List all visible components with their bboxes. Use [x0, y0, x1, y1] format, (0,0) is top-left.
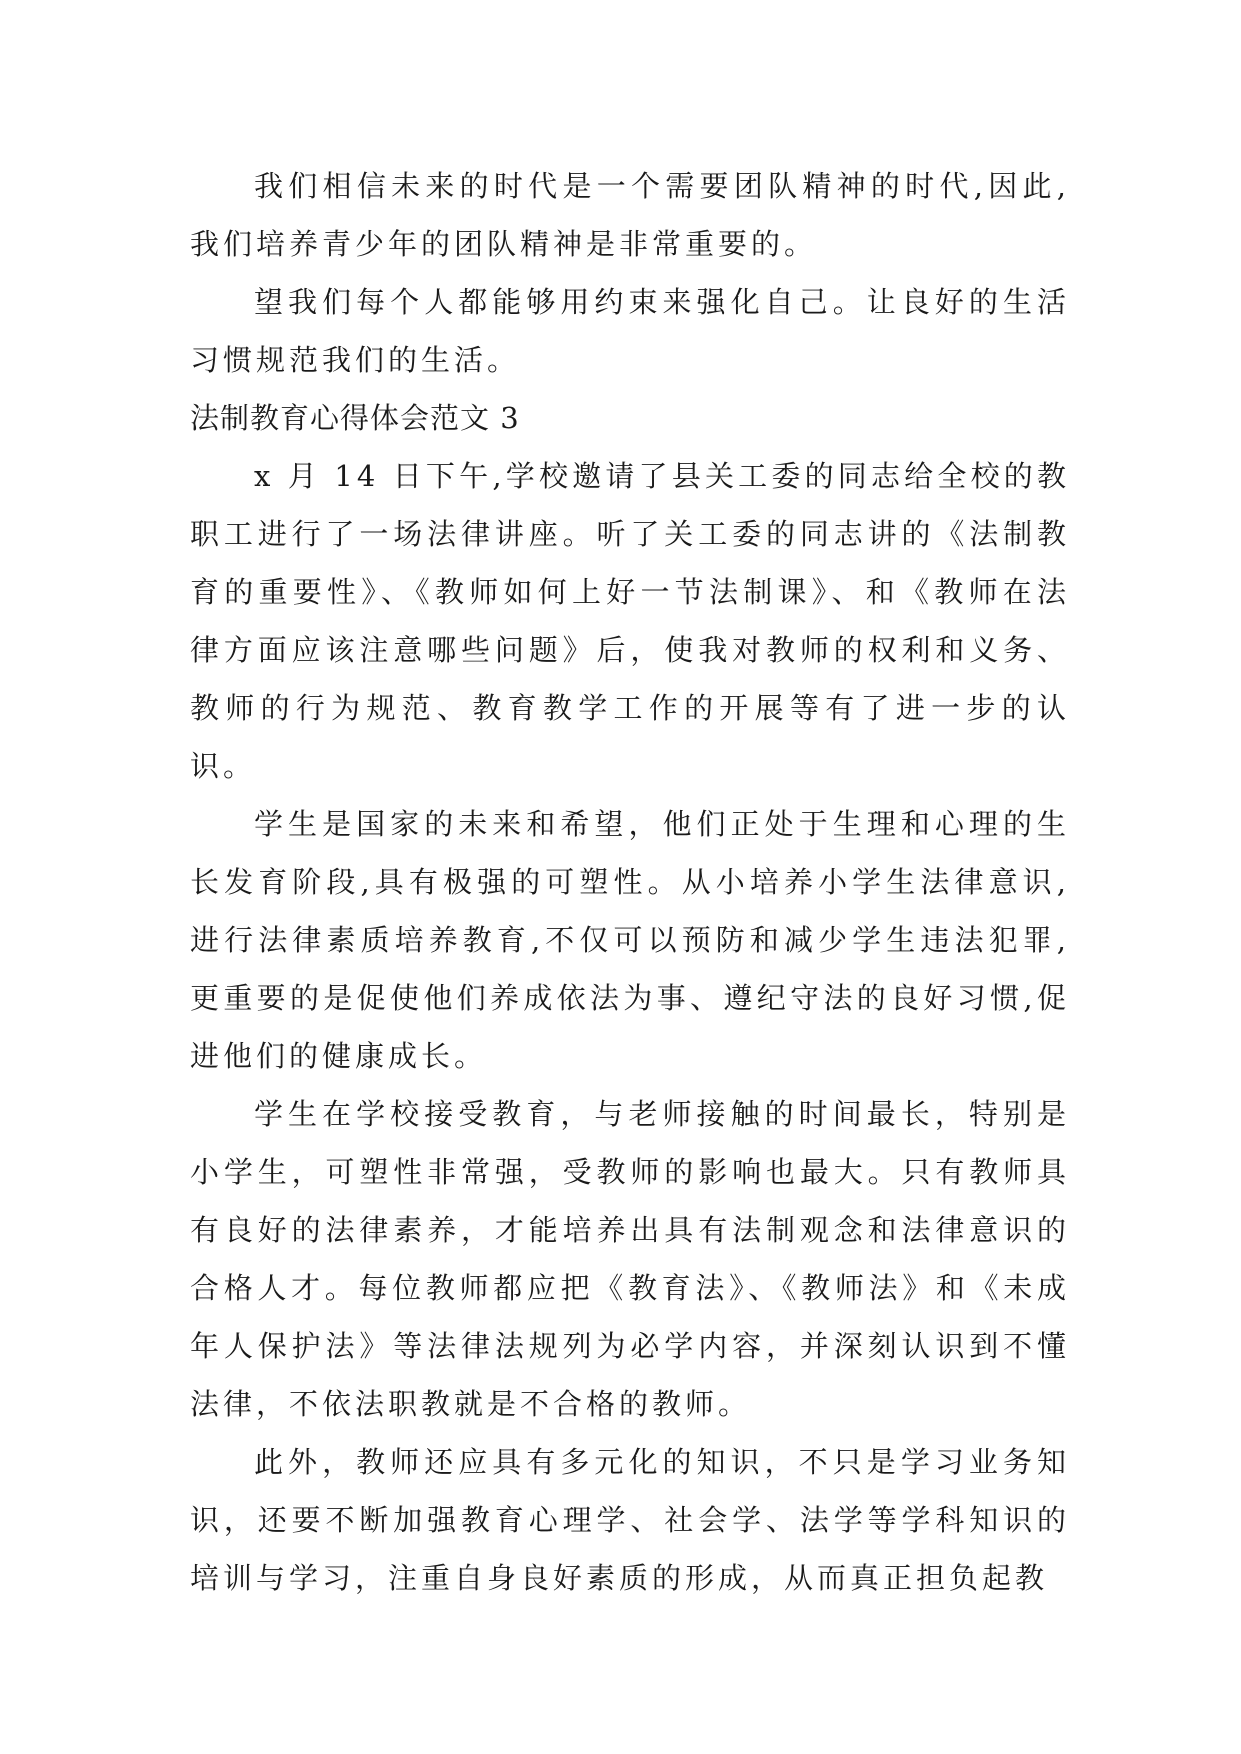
document-body	[190, 157, 1070, 1607]
paragraph-diverse-knowledge: 此外，教师还应具有多元化的知识，不只是学习业务知识，还要不断加强教育心理学、社会学、法学等学科知识的培训与学习，注重自身良好素质的形成，从而真正担负起教	[190, 1445, 1070, 1595]
paragraph-self-discipline: 望我们每个人都能够用约束来强化自己。让良好的生活习惯规范我们的生活。	[190, 285, 1070, 377]
paragraph-students-future: 学生是国家的未来和希望，他们正处于生理和心理的生长发育阶段,具有极强的可塑性。从小培养小学生法律意识,进行法律素质培养教育,不仅可以预防和减少学生违法犯罪,更重要的是促使他们养成依法为事、遵纪守法的良好习惯,促进他们的健康成长。	[190, 807, 1070, 1073]
paragraph-law-lecture: x 月 14 日下午,学校邀请了县关工委的同志给全校的教职工进行了一场法律讲座。听了关工委的同志讲的《法制教育的重要性》、《教师如何上好一节法制课》、和《教师在法律方面应该注意哪些问题》后，使我对教师的权利和义务、教师的行为规范、教育教学工作的开展等有了进一步的认识。	[190, 459, 1070, 783]
paragraph-team-spirit: 我们相信未来的时代是一个需要团队精神的时代,因此,我们培养青少年的团队精神是非常重要的。	[190, 169, 1070, 261]
paragraph-teacher-influence: 学生在学校接受教育，与老师接触的时间最长，特别是小学生，可塑性非常强，受教师的影响也最大。只有教师具有良好的法律素养，才能培养出具有法制观念和法律意识的合格人才。每位教师都应把《教育法》、《教师法》和《未成年人保护法》等法律法规列为必学内容，并深刻认识到不懂法律，不依法职教就是不合格的教师。	[190, 1097, 1070, 1421]
section-heading: 法制教育心得体会范文 3	[190, 401, 520, 435]
